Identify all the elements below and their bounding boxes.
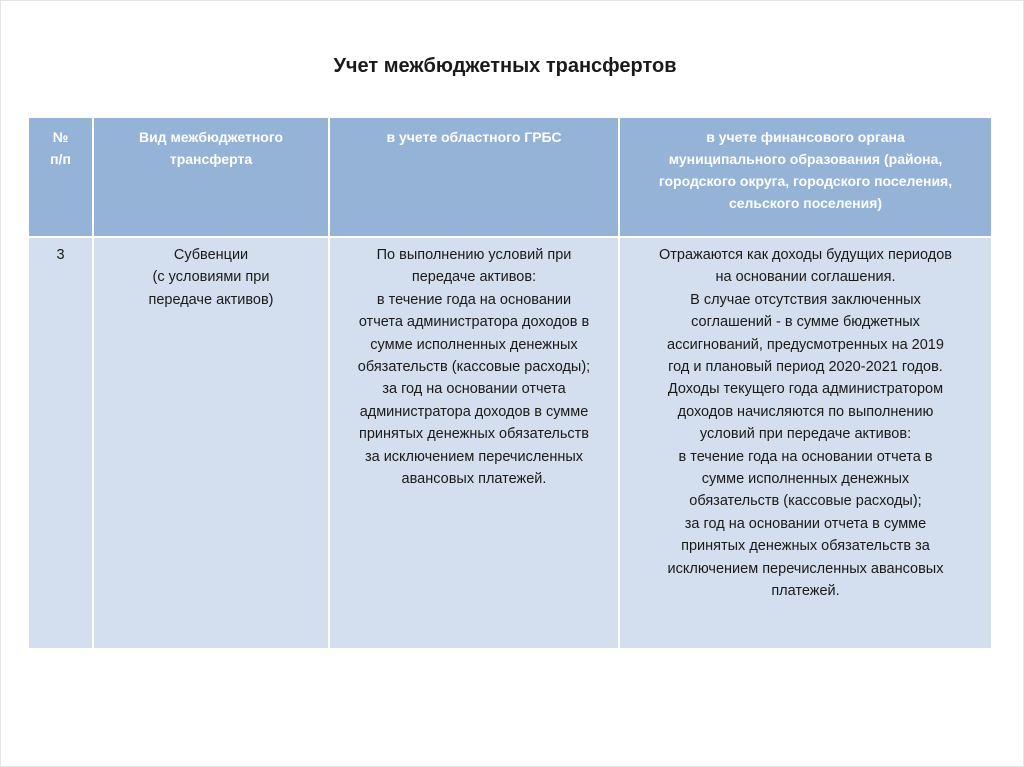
- cell-fin-body-line: за год на основании отчета в сумме: [684, 515, 927, 532]
- cell-grbs-line: администратора доходов в сумме: [359, 403, 589, 420]
- header-transfer-type-line: трансферта: [169, 151, 253, 167]
- cell-transfer-type: [93, 237, 329, 649]
- header-fin-body-line: муниципального образования (района,: [668, 151, 943, 167]
- cell-transfer-type-line: Субвенции: [173, 247, 249, 263]
- cell-fin-body-line: на основании соглашения.: [715, 269, 896, 286]
- cell-fin-body-line: в течение года на основании отчета в: [678, 448, 933, 465]
- cell-grbs: [329, 237, 619, 649]
- cell-grbs-line: принятых денежных обязательств: [358, 426, 590, 443]
- header-number: [28, 117, 93, 237]
- header-fin-body-line: городского округа, городского поселения,: [658, 173, 953, 189]
- transfers-table: [27, 116, 993, 650]
- header-number-line: №: [52, 129, 69, 145]
- header-grbs-line: в учете областного ГРБС: [386, 129, 562, 145]
- cell-number: 3: [28, 237, 93, 649]
- header-fin-body-line: сельского поселения): [728, 195, 883, 211]
- cell-fin-body-line: принятых денежных обязательств за: [681, 538, 930, 555]
- cell-fin-body-line: год и плановый период 2020-2021 годов.: [668, 359, 943, 376]
- header-number-line: п/п: [50, 151, 71, 167]
- cell-grbs-line: По выполнению условий при: [376, 247, 572, 263]
- cell-fin-body-line: обязательств (кассовые расходы);: [689, 493, 922, 510]
- header-grbs: [329, 117, 619, 237]
- header-fin-body: [619, 117, 992, 237]
- cell-transfer-type-line: передаче активов): [148, 291, 274, 308]
- cell-grbs-line: сумме исполненных денежных: [370, 336, 578, 353]
- cell-grbs-line: за год на основании отчета: [382, 381, 566, 398]
- cell-fin-body-line: условий при передаче активов:: [699, 426, 912, 443]
- header-transfer-type: [93, 117, 329, 237]
- cell-fin-body-line: Доходы текущего года администратором: [667, 381, 944, 398]
- cell-grbs-line: отчета администратора доходов в: [358, 314, 590, 331]
- cell-fin-body-line: Отражаются как доходы будущих периодов: [658, 247, 952, 263]
- cell-fin-body-line: доходов начисляются по выполнению: [677, 403, 934, 420]
- cell-grbs-line: авансовых платежей.: [401, 471, 547, 488]
- cell-fin-body-line: сумме исполненных денежных: [701, 471, 910, 488]
- cell-grbs-line: обязательств (кассовые расходы);: [357, 359, 591, 376]
- cell-transfer-type-line: (с условиями при: [152, 269, 270, 286]
- header-transfer-type-line: Вид межбюджетного: [138, 129, 284, 145]
- cell-fin-body-line: В случае отсутствия заключенных: [690, 291, 921, 308]
- cell-fin-body-line: исключением перечисленных авансовых: [667, 560, 944, 577]
- cell-fin-body-line: соглашений - в сумме бюджетных: [691, 314, 920, 331]
- slide-title: Учет межбюджетных трансфертов: [333, 55, 677, 77]
- table-header-row: [28, 117, 992, 237]
- cell-grbs-line: в течение года на основании: [376, 291, 572, 308]
- table-row: [28, 237, 992, 649]
- cell-grbs-line: за исключением перечисленных: [364, 448, 584, 465]
- cell-fin-body-line: ассигнований, предусмотренных на 2019: [667, 336, 944, 353]
- header-fin-body-line: в учете финансового органа: [706, 129, 905, 145]
- cell-grbs-line: передаче активов:: [411, 269, 537, 286]
- cell-fin-body-line: платежей.: [771, 583, 840, 600]
- cell-fin-body: [619, 237, 992, 649]
